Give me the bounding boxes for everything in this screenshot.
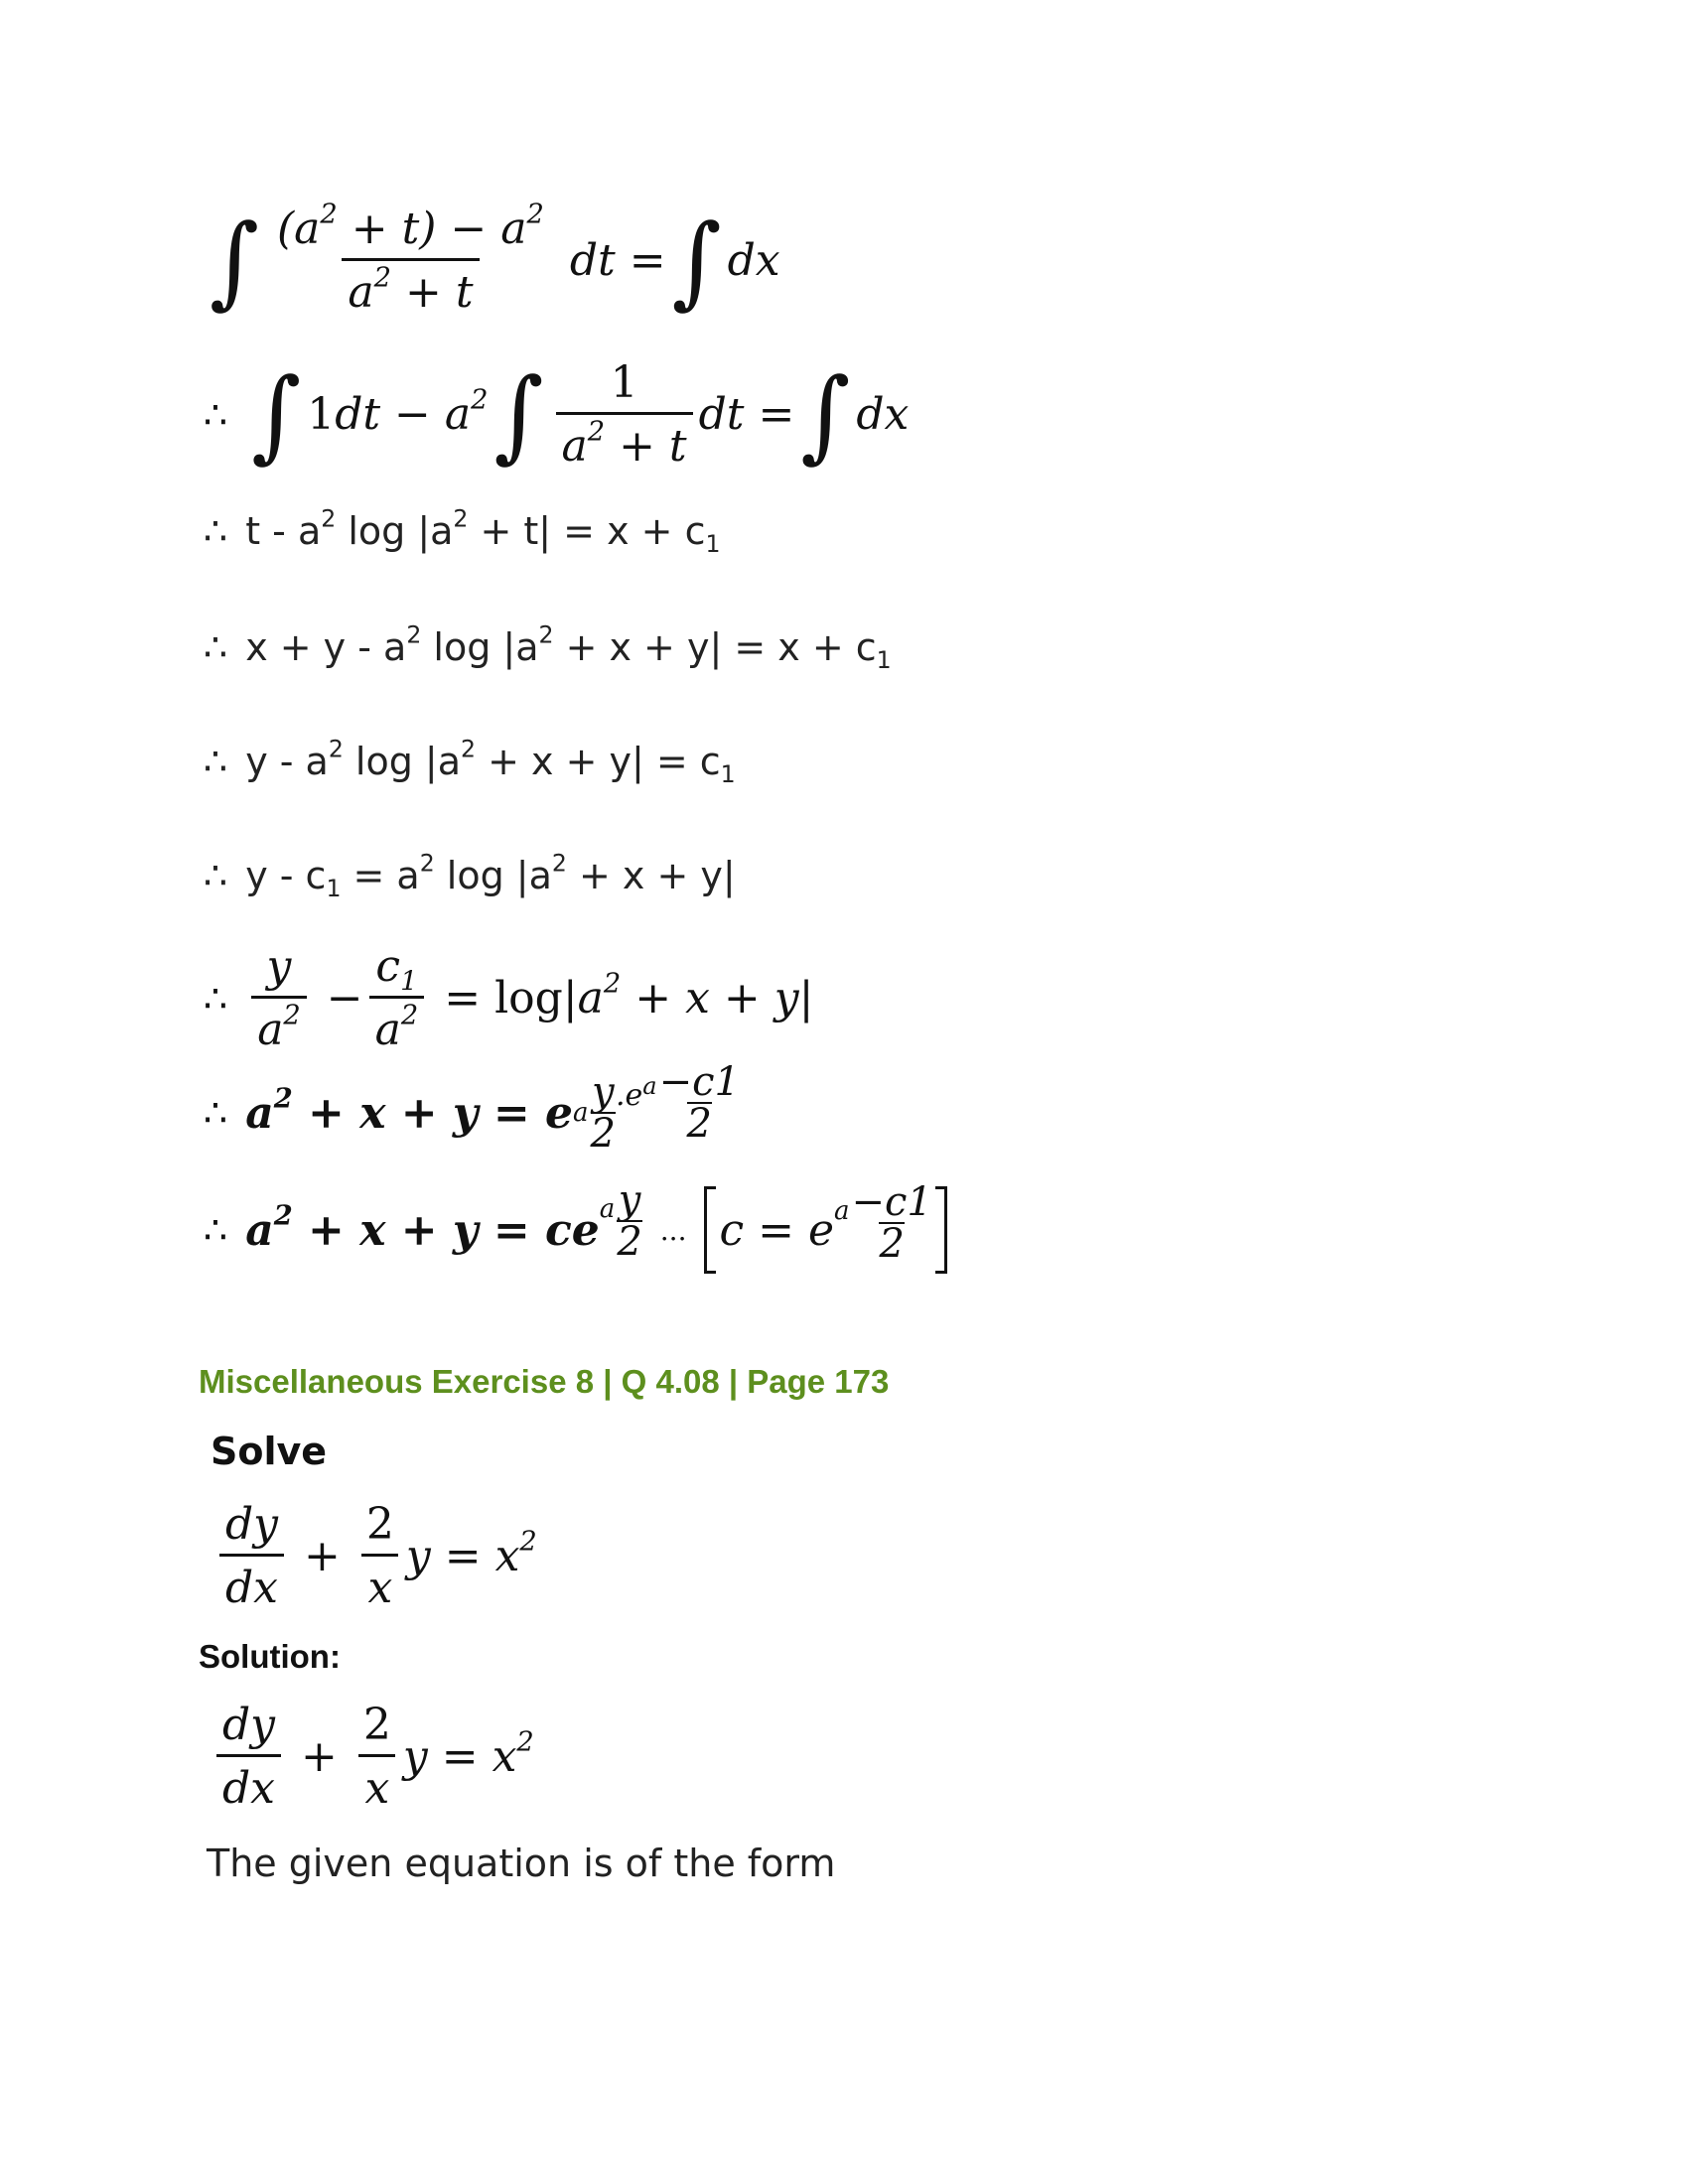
exercise-heading: Miscellaneous Exercise 8 | Q 4.08 | Page 173 [199,1363,890,1400]
equation-step-1: ∫ $\frac{(a^2 + t) - a^2}{a^2 + t}$ dt = ∫ dx [210,199,780,320]
solution-label: Solution: [199,1638,341,1675]
restated-equation: $\frac{dy}{dx}$ + $\frac{2}{x}$ $y = x^2$ [211,1700,534,1814]
equation-step-5: ∴ y - $a^2$ $\log |a^2 + x + y| = c_1$ [204,735,736,789]
question-equation: $\frac{dy}{dx}$ + $\frac{2}{x}$ $y = x^2$ [213,1499,537,1613]
equation-step-8: ∴ $a^2 + x + y = e$ a y 2 .e a −c1 2 [204,1059,740,1157]
equation-step-6: ∴ $y - c_1 = a^2$ $\log |a^2 + x + y|$ [204,849,736,903]
equation-step-2: ∴ ∫ $1dt - a^2$ ∫ $\frac{1}{a^2 + t}$ dt = ∫ dx [204,355,910,474]
equation-step-4: ∴ $x + y - a^2$ $\log |a^2 + x + y| = x + c_1$ [204,620,892,675]
equation-step-9: ∴ $a^2 + x + y$ = ce a y 2 ... c = e a −c1 2 [204,1186,947,1274]
given-equation-text: The given equation is of the form [207,1842,836,1885]
solve-label: Solve [211,1430,328,1473]
equation-step-3: ∴ t - $a^2$ $\log |a^2 + t| = x + c_1$ [204,504,721,559]
equation-step-7: ∴ $\frac{y}{a^2}$ − $\frac{c_1}{a^2}$ = $\log|a^2 + x + y|$ [204,941,814,1055]
